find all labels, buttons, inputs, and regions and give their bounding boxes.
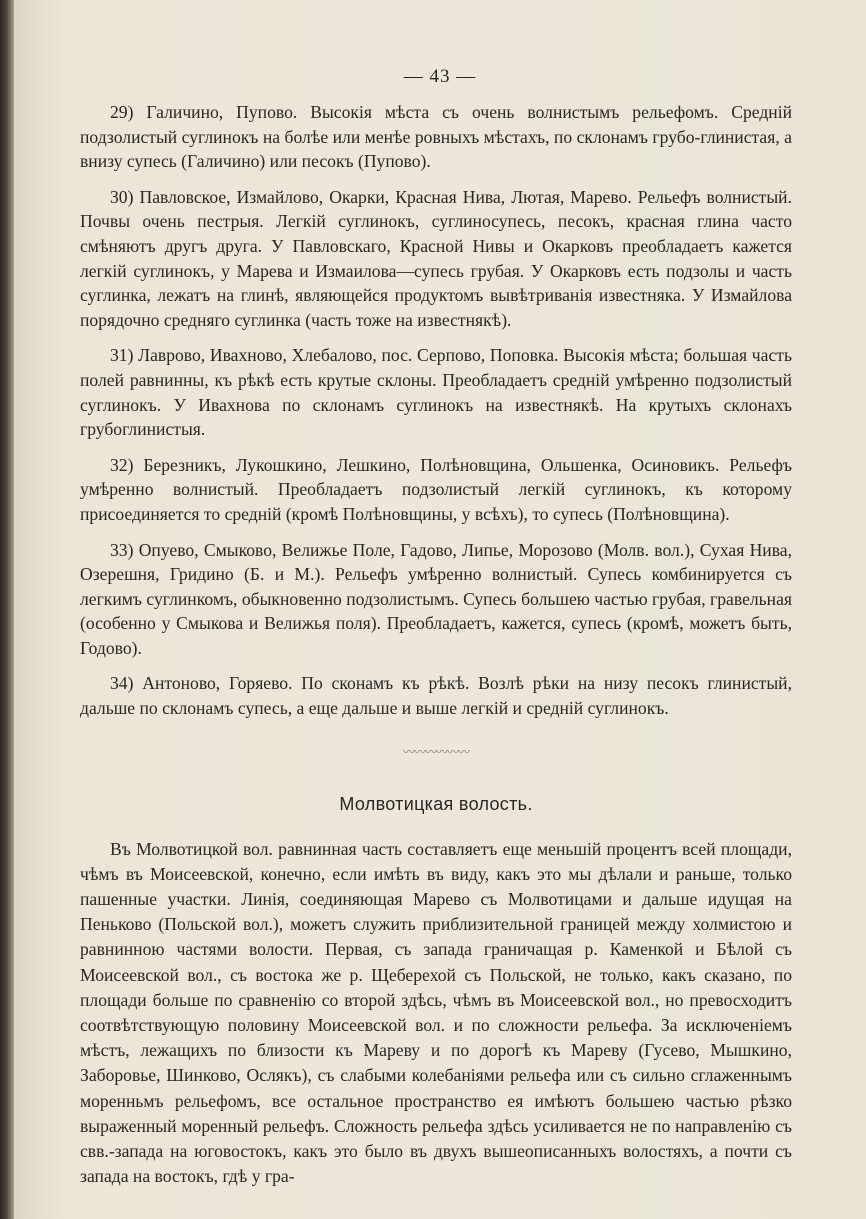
entry-33: 33) Опуево, Смыково, Велижье Поле, Гадово, Липье, Морозово (Молв. вол.), Сухая Нива, Озерешня, Гридино (Б. и М.). Рельефъ умѣренно волнистый. Супесь комбинируется съ легкимъ суглинкомъ, обыкновенно подзолистымъ. Супесь большею частью грубая, гравельная (особенно у Смыкова и Велижья поля). Преобладаетъ, кажется, супесь (кромѣ, можетъ быть, Годово). (80, 539, 792, 658)
section-heading: Молвотицкая волость. (339, 793, 533, 814)
entry-30: 30) Павловское, Измайлово, Окарки, Красная Нива, Лютая, Марево. Рельефъ волнистый. Почвы очень пестрыя. Легкій суглинокъ, суглиносупесь, песокъ, красная глина часто смѣняютъ другъ друга. У Павловскаго, Красной Нивы и Окарковъ преобладаетъ кажется легкій суглинокъ, у Марева и Измаилова—супесь грубая. У Окарковъ есть подзолы и часть суглинка, лежатъ на глинѣ, являющейся продуктомъ вывѣтриванія известняка. У Измайлова порядочно средняго суглинка (часть тоже на известнякѣ). (80, 186, 792, 330)
entry-34: 34) Антоново, Горяево. По сконамъ къ рѣкѣ. Возлѣ рѣки на низу песокъ глинистый, дальше по склонамъ супесь, а еще дальше и выше легкій и средній суглинокъ. (80, 673, 792, 719)
entry-29: 29) Галичино, Пупово. Высокія мѣста съ очень волнистымъ рельефомъ. Средній подзолистый суглинокъ на болѣе или менѣе ровныхъ мѣстахъ, по склонамъ грубо-глинистая, а внизу супесь (Галичино) или песокъ (Пупово). (80, 102, 792, 172)
entry-31: 31) Лаврово, Ивахново, Хлебалово, пос. Серпово, Поповка. Высокія мѣста; большая часть полей равнинны, къ рѣкѣ есть крутые склоны. Преобладаетъ средній умѣренно подзолистый суглинокъ. У Ивахнова по склонамъ суглинокъ на известнякѣ. На крутыхъ склонахъ грубоглинистыя. (80, 345, 792, 440)
book-page (14, 0, 866, 1219)
section-divider: 〰〰〰〰〰〰 (402, 744, 469, 759)
entry-32: 32) Березникъ, Лукошкино, Лешкино, Полѣновщина, Ольшенка, Осиновикъ. Рельефъ умѣренно волнистый. Преобладаетъ подзолистый легкій суглинокъ, къ которому присоединяется то средній (кромѣ Полѣновщины, у всѣхъ), то супесь (Полѣновщина). (80, 454, 792, 524)
page-content (80, 100, 792, 1190)
page-number: — 43 — (403, 66, 477, 87)
section-paragraph: Въ Молвотицкой вол. равнинная часть составляетъ еще меньшій процентъ всей площади, чѣмъ въ Моисеевской, конечно, если имѣть въ виду, какъ это мы дѣлали и раньше, только пашенные участки. Линія, соединяющая Марево съ Молвотицами и дальше идущая на Пеньково (Польской вол.), можетъ служить приблизительной границей между холмистою и равнинною частями волости. Первая, съ запада граничащая р. Каменкой и Бѣлой съ Моисеевской вол., съ востока же р. Щеберехой съ Польской, не только, какъ сказано, по площади больше по сравненію со второй здѣсь, чѣмъ въ Моисеевской вол., но превосходитъ соотвѣтствующую половину Моисеевской вол. и по сложности рельефа. За исключеніемъ мѣстъ, лежащихъ по близости къ Мареву и по дорогѣ къ Мареву (Гусево, Мышкино, Заборовье, Шинково, Ослякъ), съ слабыми колебаніями рельефа или съ сильно сглаженнымъ моренньмъ рельефомъ, все остальное пространство ея имѣютъ большею частью рѣзко выраженный моренный рельефъ. Сложность рельефа здѣсь усиливается не по направленію съ свв.-запада на юговостокъ, какъ это было въ двухъ вышеописанныхъ волостяхъ, а почти съ запада на востокъ, гдѣ у гра- (80, 838, 792, 1187)
book-spine (0, 0, 14, 1219)
